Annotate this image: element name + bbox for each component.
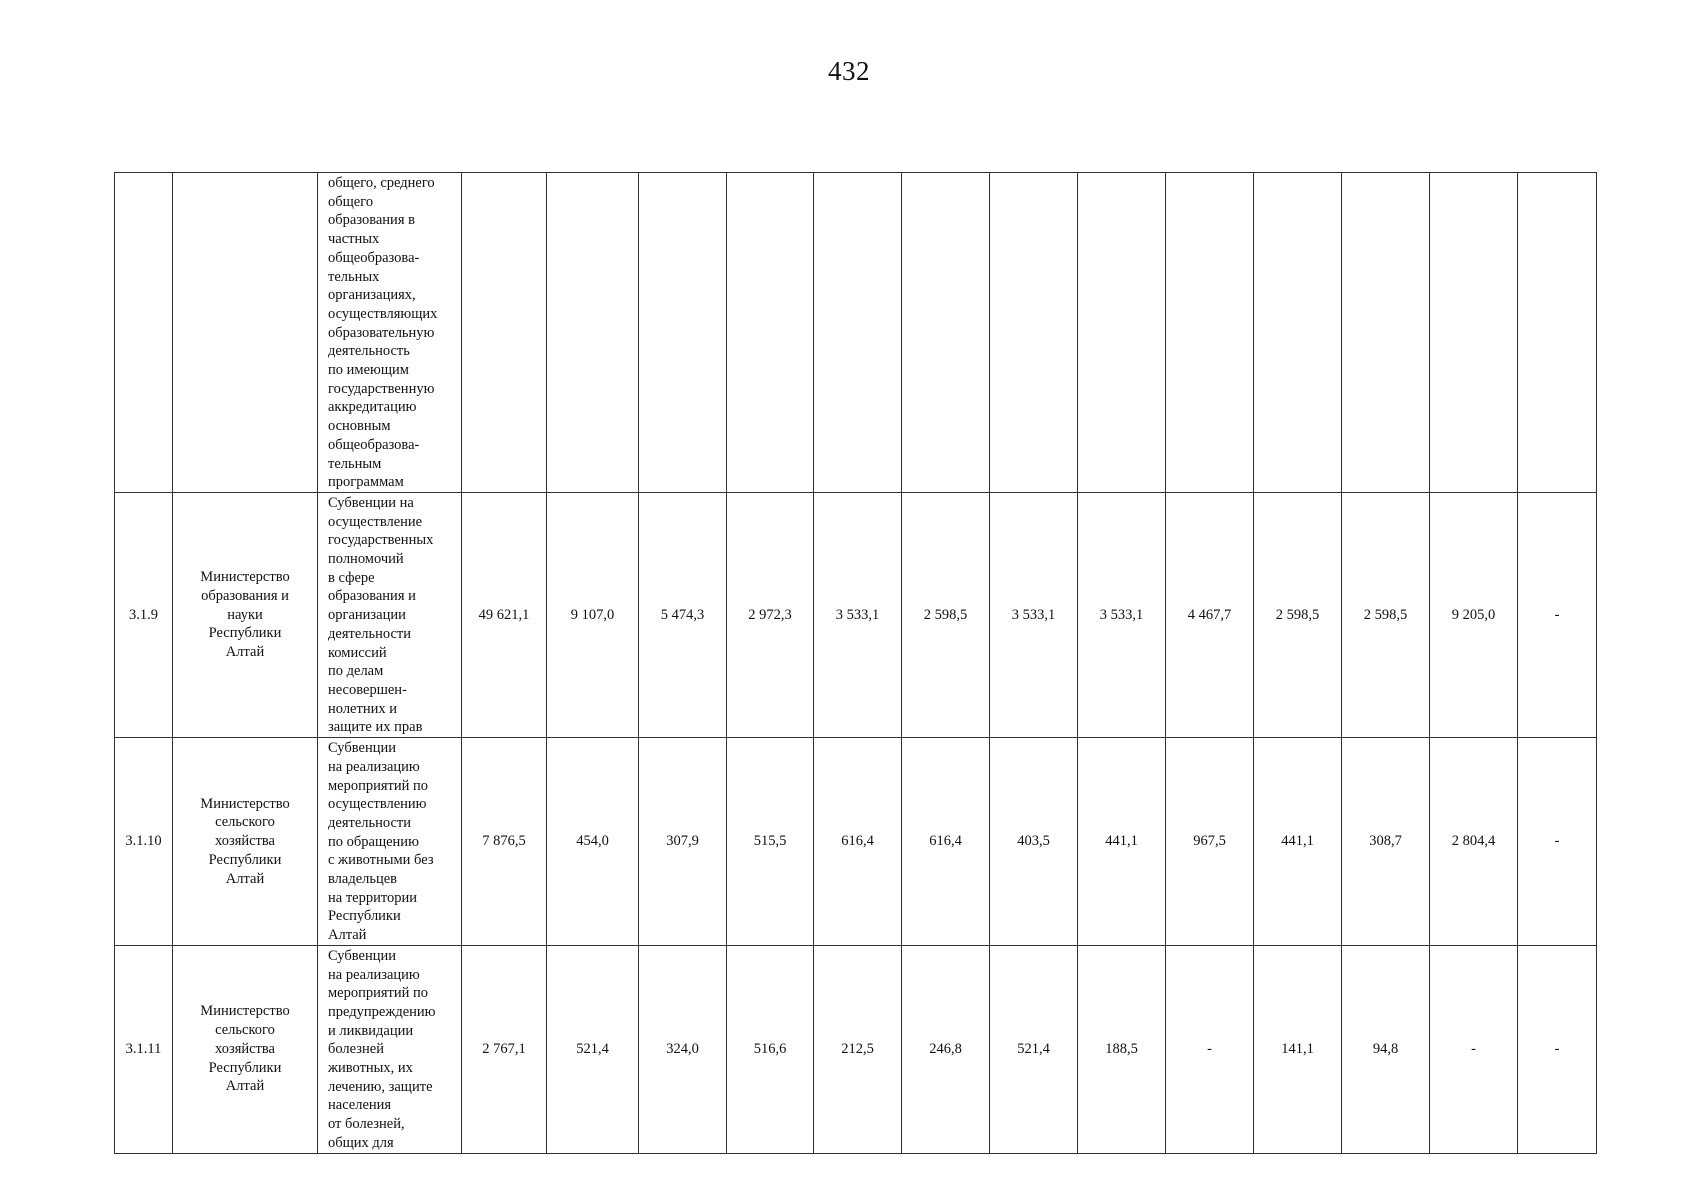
amount-cell: 5 474,3 bbox=[639, 492, 727, 737]
amount-cell: 307,9 bbox=[639, 738, 727, 946]
organization-line: Алтай bbox=[225, 1078, 265, 1095]
organization-cell bbox=[173, 945, 318, 1153]
amount-cell: - bbox=[1518, 492, 1597, 737]
amount-cell bbox=[902, 173, 990, 493]
organization-line: Министерство bbox=[200, 795, 290, 812]
amount-cell: 188,5 bbox=[1078, 945, 1166, 1153]
amount-cell bbox=[639, 173, 727, 493]
description-line: по обращению bbox=[328, 833, 419, 850]
description-line: на реализацию bbox=[328, 758, 420, 775]
description-line: лечению, защите bbox=[328, 1078, 433, 1095]
table-row bbox=[115, 738, 1597, 946]
description-line: на реализацию bbox=[328, 966, 420, 983]
description-line: Алтай bbox=[328, 927, 367, 944]
description-line: от болезней, bbox=[328, 1116, 405, 1133]
description-line: осуществляющих bbox=[328, 305, 438, 322]
amount-cell: 3 533,1 bbox=[814, 492, 902, 737]
description-line: защите их прав bbox=[328, 719, 423, 736]
description-line: Республики bbox=[328, 908, 401, 925]
description-line: осуществление bbox=[328, 513, 423, 530]
amount-cell: 3 533,1 bbox=[990, 492, 1078, 737]
description-line: организации bbox=[328, 607, 406, 624]
description-line: в сфере bbox=[328, 569, 375, 586]
amount-cell: 521,4 bbox=[547, 945, 639, 1153]
amount-cell bbox=[1342, 173, 1430, 493]
table-row bbox=[115, 945, 1597, 1153]
description-line: общеобразова- bbox=[328, 436, 420, 453]
organization-line: Алтай bbox=[225, 644, 265, 661]
description-line: с животными без bbox=[328, 852, 434, 869]
amount-cell: 212,5 bbox=[814, 945, 902, 1153]
description-line: населения bbox=[328, 1097, 392, 1114]
organization-line: хозяйства bbox=[215, 1040, 275, 1057]
description-line: государственных bbox=[328, 532, 434, 549]
amount-cell: 141,1 bbox=[1254, 945, 1342, 1153]
description-line: общего bbox=[328, 193, 374, 210]
description-line: Субвенции bbox=[328, 740, 396, 757]
amount-cell: - bbox=[1518, 738, 1597, 946]
organization-line: сельского bbox=[215, 814, 275, 831]
amount-cell: 9 205,0 bbox=[1430, 492, 1518, 737]
description-line: общих для bbox=[328, 1134, 394, 1151]
amount-cell: 403,5 bbox=[990, 738, 1078, 946]
amount-cell: 324,0 bbox=[639, 945, 727, 1153]
amount-cell: 7 876,5 bbox=[462, 738, 547, 946]
organization-line: Министерство bbox=[200, 1003, 290, 1020]
amount-cell: 246,8 bbox=[902, 945, 990, 1153]
description-line: по делам bbox=[328, 663, 384, 680]
amount-cell: 616,4 bbox=[902, 738, 990, 946]
row-number-cell: 3.1.11 bbox=[115, 945, 173, 1153]
organization-line: Министерство bbox=[200, 569, 290, 586]
amount-cell: 521,4 bbox=[990, 945, 1078, 1153]
amount-cell bbox=[1518, 173, 1597, 493]
organization-line: Республики bbox=[208, 625, 282, 642]
organization-line: Республики bbox=[208, 851, 282, 868]
description-line: Субвенции bbox=[328, 947, 396, 964]
amount-cell: 2 972,3 bbox=[727, 492, 814, 737]
description-line: болезней bbox=[328, 1041, 384, 1058]
organization-line: сельского bbox=[215, 1022, 275, 1039]
amount-cell: 2 767,1 bbox=[462, 945, 547, 1153]
amount-cell: 441,1 bbox=[1078, 738, 1166, 946]
description-line: государственную bbox=[328, 380, 435, 397]
description-line: несовершен- bbox=[328, 681, 407, 698]
row-number-cell bbox=[115, 173, 173, 493]
page-number: 432 bbox=[828, 56, 870, 86]
amount-cell: 515,5 bbox=[727, 738, 814, 946]
description-line: общеобразова- bbox=[328, 249, 420, 266]
description-line: предупреждению bbox=[328, 1003, 436, 1020]
description-line: и ликвидации bbox=[328, 1022, 414, 1039]
description-line: Субвенции на bbox=[328, 494, 414, 511]
description-line: аккредитацию bbox=[328, 399, 417, 416]
table-row bbox=[115, 173, 1597, 493]
description-line: деятельности bbox=[328, 814, 412, 831]
amount-cell: 2 804,4 bbox=[1430, 738, 1518, 946]
table-row bbox=[115, 492, 1597, 737]
amount-cell: 308,7 bbox=[1342, 738, 1430, 946]
budget-table bbox=[114, 172, 1597, 1154]
amount-cell: 2 598,5 bbox=[1342, 492, 1430, 737]
description-line: тельных bbox=[328, 268, 380, 285]
description-line: программам bbox=[328, 474, 404, 491]
description-line: по имеющим bbox=[328, 362, 409, 379]
description-line: образовательную bbox=[328, 324, 435, 341]
amount-cell bbox=[1166, 173, 1254, 493]
organization-line: образования и bbox=[201, 587, 289, 604]
description-line: на территории bbox=[328, 889, 418, 906]
amount-cell: - bbox=[1166, 945, 1254, 1153]
amount-cell: 4 467,7 bbox=[1166, 492, 1254, 737]
amount-cell bbox=[1078, 173, 1166, 493]
description-cell bbox=[318, 492, 462, 737]
amount-cell: 49 621,1 bbox=[462, 492, 547, 737]
description-line: тельным bbox=[328, 455, 382, 472]
amount-cell bbox=[1254, 173, 1342, 493]
description-line: основным bbox=[328, 418, 391, 435]
description-line: деятельность bbox=[328, 343, 410, 360]
description-line: полномочий bbox=[328, 551, 404, 568]
amount-cell bbox=[990, 173, 1078, 493]
description-line: организациях, bbox=[328, 287, 416, 304]
amount-cell: 441,1 bbox=[1254, 738, 1342, 946]
amount-cell bbox=[462, 173, 547, 493]
amount-cell: 2 598,5 bbox=[902, 492, 990, 737]
description-cell bbox=[318, 738, 462, 946]
description-line: мероприятий по bbox=[328, 777, 429, 794]
row-number-cell: 3.1.10 bbox=[115, 738, 173, 946]
organization-cell bbox=[173, 492, 318, 737]
amount-cell: 3 533,1 bbox=[1078, 492, 1166, 737]
amount-cell: 9 107,0 bbox=[547, 492, 639, 737]
organization-cell bbox=[173, 738, 318, 946]
description-line: владельцев bbox=[328, 871, 398, 888]
amount-cell: 967,5 bbox=[1166, 738, 1254, 946]
description-line: общего, среднего bbox=[328, 175, 435, 191]
organization-line: хозяйства bbox=[215, 833, 275, 850]
amount-cell bbox=[727, 173, 814, 493]
amount-cell bbox=[814, 173, 902, 493]
description-line: комиссий bbox=[328, 644, 387, 661]
organization-line: Республики bbox=[208, 1059, 282, 1076]
description-line: осуществлению bbox=[328, 796, 427, 813]
description-line: нолетних и bbox=[328, 700, 397, 717]
amount-cell bbox=[547, 173, 639, 493]
organization-line: Алтай bbox=[225, 870, 265, 887]
row-number-cell: 3.1.9 bbox=[115, 492, 173, 737]
amount-cell: 2 598,5 bbox=[1254, 492, 1342, 737]
amount-cell: 454,0 bbox=[547, 738, 639, 946]
description-line: мероприятий по bbox=[328, 985, 429, 1002]
amount-cell bbox=[1430, 173, 1518, 493]
description-cell bbox=[318, 945, 462, 1153]
organization-line: науки bbox=[227, 606, 263, 623]
amount-cell: 516,6 bbox=[727, 945, 814, 1153]
description-line: образования и bbox=[328, 588, 416, 605]
description-line: деятельности bbox=[328, 625, 412, 642]
amount-cell: 616,4 bbox=[814, 738, 902, 946]
description-cell bbox=[318, 173, 462, 493]
description-line: образования в bbox=[328, 212, 415, 229]
description-line: животных, их bbox=[328, 1060, 413, 1077]
description-line: частных bbox=[328, 231, 380, 248]
amount-cell: 94,8 bbox=[1342, 945, 1430, 1153]
amount-cell: - bbox=[1430, 945, 1518, 1153]
organization-cell bbox=[173, 173, 318, 493]
amount-cell: - bbox=[1518, 945, 1597, 1153]
